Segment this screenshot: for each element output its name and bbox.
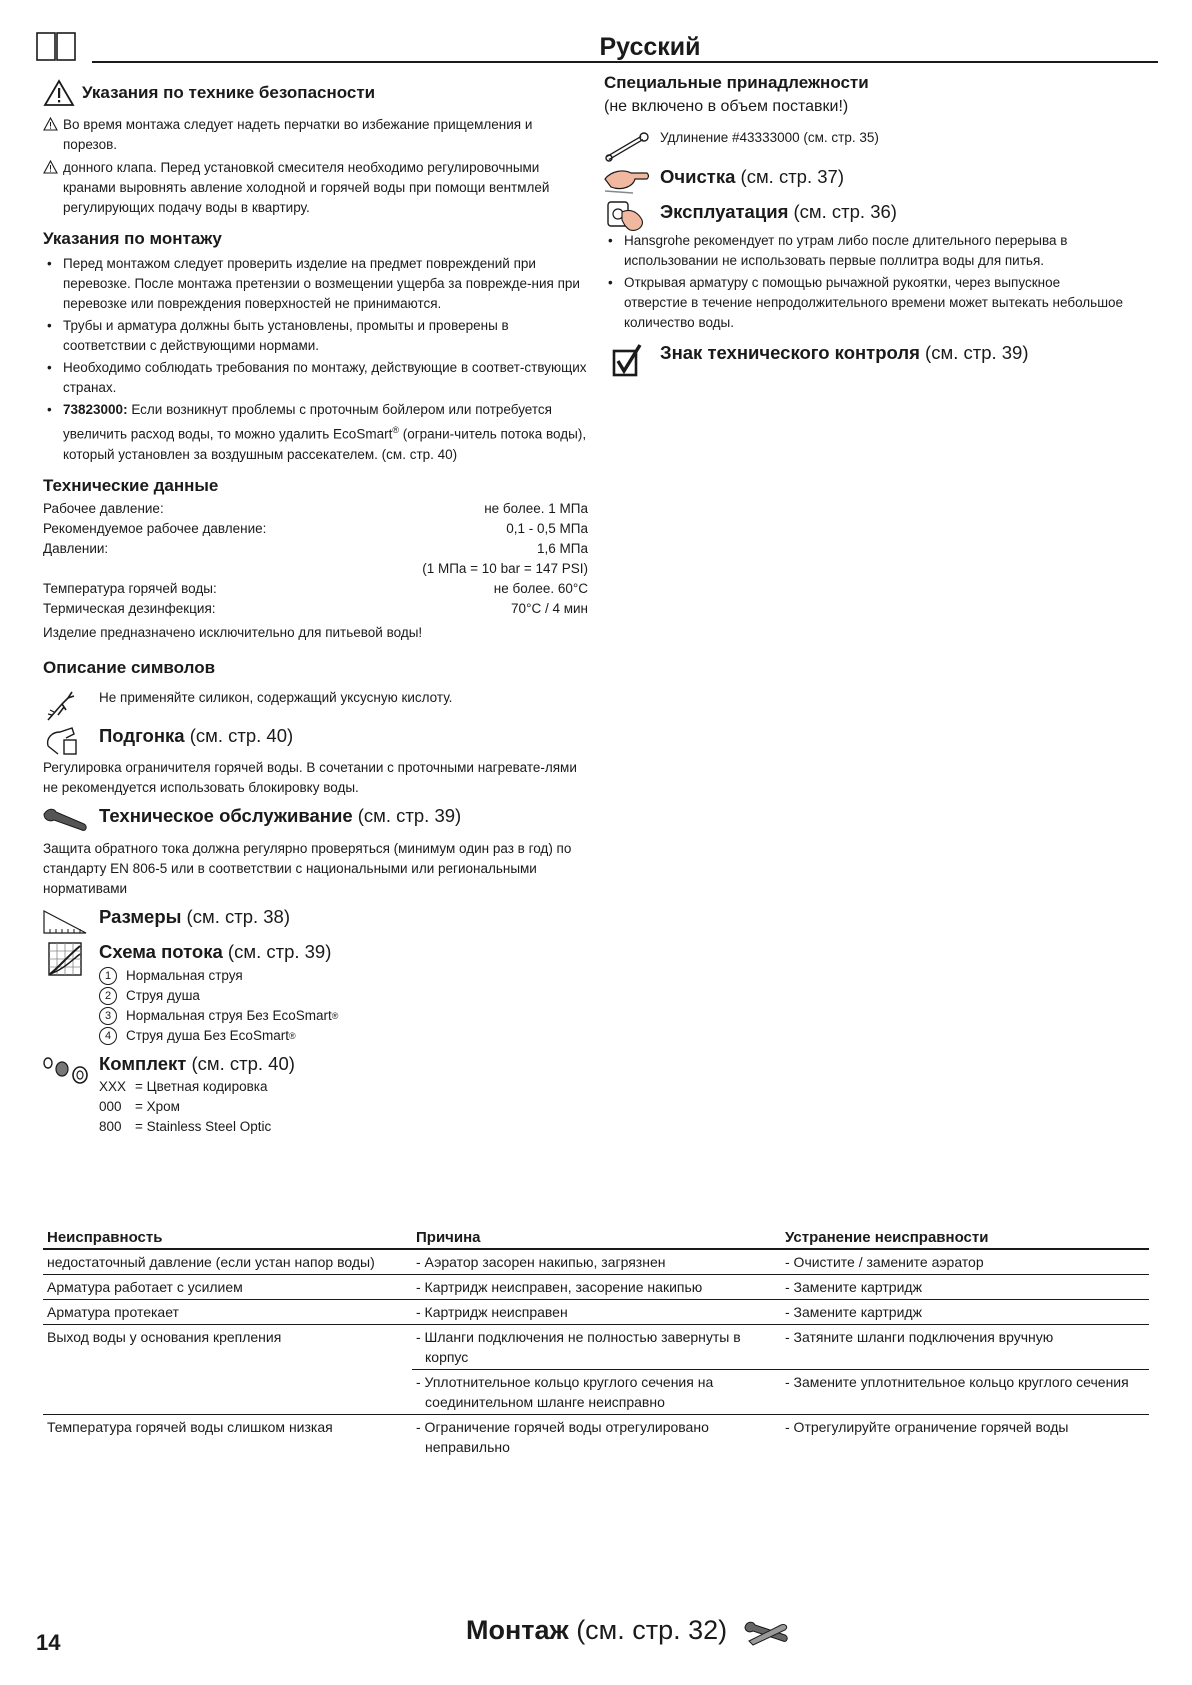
adjust-title: Подгонка (см. стр. 40) — [99, 725, 294, 746]
mounting-list — [43, 254, 588, 465]
list-item: XXX = Цветная кодировка — [99, 1079, 268, 1094]
inspection-title: Знак технического контроля (см. стр. 39) — [660, 342, 1029, 363]
safety-item: Во время монтажа следует надеть перчатки во избежание прищемления и порезов. — [43, 115, 588, 155]
tech-heading: Технические данные — [43, 475, 219, 495]
extension-icon — [604, 132, 652, 162]
tech-row: Термическая дезинфекция: 70°C / 4 мин — [43, 600, 588, 616]
adjust-text: Регулировка ограничителя горячей воды. В сочетании с проточными нагревате-лями не рекомендуется использовать блокировку воды. — [43, 760, 577, 795]
maint-title: Техническое обслуживание (см. стр. 39) — [99, 805, 462, 826]
warning-icon — [43, 160, 58, 174]
installation-reference: Монтаж (см. стр. 32) — [466, 1610, 791, 1650]
table-row: Температура горячей воды слишком низкая - Ограничение горячей воды отрегулировано неправильно - Отрегулируйте ограничение горячей воды — [47, 1419, 1069, 1455]
dims-title: Размеры (см. стр. 38) — [99, 906, 291, 927]
warning-icon — [43, 117, 58, 131]
table-header-row — [43, 1227, 1149, 1249]
list-item: 000 = Хром — [99, 1099, 180, 1114]
safety-item: донного клапа. Перед установкой смесителя необходимо регулировочными кранами выровнять авление холодной и горячей воды при помощи вентмлей регулирующих подачу воды в квартиру. — [43, 158, 588, 218]
list-item: • Трубы и арматура должны быть установлены, промыты и проверены в соответствии с действующими нормами. — [43, 316, 588, 356]
table-row: - Уплотнительное кольцо круглого сечения на соединительном шланге неисправно - Замените уплотнительное кольцо круглого сечения — [43, 1370, 1149, 1415]
kit-list — [99, 1077, 271, 1137]
tech-row: Температура горячей воды: не более. 60°C — [43, 580, 588, 596]
flow-title: Схема потока (см. стр. 39) — [99, 941, 332, 962]
extension-text: Удлинение #43333000 (см. стр. 35) — [660, 130, 879, 145]
table-row: Арматура протекает - Картридж неисправен - Замените картридж — [43, 1300, 1149, 1325]
mounting-heading: Указания по монтажу — [43, 229, 222, 248]
book-icon — [36, 32, 76, 62]
safety-section — [43, 79, 588, 685]
table-row: недостаточный давление (если устан напор воды) - Аэратор засорен накипью, загрязнен - Очистите / замените аэратор — [43, 1249, 1149, 1275]
tech-data — [43, 499, 588, 643]
list-item: • Необходимо соблюдать требования по монтажу, действующие в соответ-ствующих странах. — [43, 358, 588, 398]
page-title: Русский — [599, 33, 701, 61]
list-item: • Перед монтажом следует проверить изделие на предмет повреждений при перевозке. После монтажа претензии о возмещении ущерба за поврежде-ния при перевозке или повреждения поверхностей не принимаются. — [43, 254, 588, 314]
product-code: 73823000: — [63, 402, 128, 417]
silicone-gun-icon — [44, 690, 84, 724]
check-mark-icon — [612, 343, 642, 377]
ruler-icon — [42, 907, 88, 937]
list-item: 4 Струя душа Без EcoSmart ® — [99, 1026, 338, 1046]
column-header: Причина — [412, 1227, 781, 1249]
operation-icon — [604, 198, 648, 234]
cleaning-hand-icon — [603, 163, 651, 195]
accessories-subheading: (не включено в объем поставки!) — [604, 98, 849, 115]
list-item: 3 Нормальная струя Без EcoSmart ® — [99, 1006, 338, 1026]
list-item: 1 Нормальная струя — [99, 966, 338, 986]
wrench-icon — [42, 806, 88, 834]
silicone-text: Не применяйте силикон, содержащий уксусную кислоту. — [99, 690, 453, 705]
tech-row: (1 МПа = 10 bar = 147 PSI) — [422, 560, 588, 576]
parts-kit-icon — [42, 1055, 90, 1085]
tools-icon — [741, 1617, 791, 1647]
kit-title: Комплект (см. стр. 40) — [99, 1053, 295, 1074]
flow-chart-icon — [48, 942, 82, 976]
cleaning-title: Очистка (см. стр. 37) — [660, 166, 844, 187]
page-number: 14 — [36, 1630, 61, 1655]
table-row: Выход воды у основания крепления - Шланги подключения не полностью завернуты в корпус - Затяните шланги подключения вручную — [43, 1325, 1149, 1370]
tech-note: Изделие предназначено исключительно для питьевой воды! — [43, 624, 423, 640]
tech-row: Рабочее давление: не более. 1 МПа — [43, 500, 588, 516]
adjustment-icon — [44, 724, 84, 758]
list-item: • Hansgrohe рекомендует по утрам либо после длительного перерыва в использовании не использовать первые поллитра воды для питья. — [604, 231, 1124, 271]
accessories-heading: Специальные принадлежности — [604, 73, 869, 92]
operation-title: Эксплуатация (см. стр. 36) — [660, 201, 897, 222]
list-item: 800 = Stainless Steel Optic — [99, 1119, 272, 1134]
column-header: Неисправность — [43, 1227, 412, 1249]
safety-heading: Указания по технике безопасности — [82, 83, 376, 102]
troubleshooting-table — [43, 1227, 1149, 1459]
list-item: • Открывая арматуру с помощью рычажной рукоятки, через выпускное отверстие в течение непродолжительного времени может вытекать небольшое количество воды. — [604, 273, 1124, 333]
table-row: Арматура работает с усилием - Картридж неисправен, засорение накипью - Замените картридж — [43, 1275, 1149, 1300]
list-item: • 73823000: Если возникнут проблемы с проточным бойлером или потребуется увеличить расход воды, то можно удалить EcoSmart® (ограни-читель потока воды), который установлен за воздушным рассекателем. (см. стр. 40) — [43, 400, 588, 465]
warning-icon — [43, 79, 75, 107]
list-item: 2 Струя душа — [99, 986, 338, 1006]
maint-text: Защита обратного тока должна регулярно проверяться (минимум один раз в год) по стандарту EN 806-5 или в соответствии с национальными или региональными нормативами — [43, 841, 572, 896]
column-header: Устранение неисправности — [781, 1227, 1149, 1249]
tech-row: Рекомендуемое рабочее давление: 0,1 - 0,5 МПа — [43, 520, 588, 536]
tech-row: Давлении: 1,6 МПа — [43, 540, 588, 556]
operation-list — [604, 231, 1124, 335]
flow-list — [99, 966, 338, 1046]
symbols-heading: Описание символов — [43, 657, 216, 677]
